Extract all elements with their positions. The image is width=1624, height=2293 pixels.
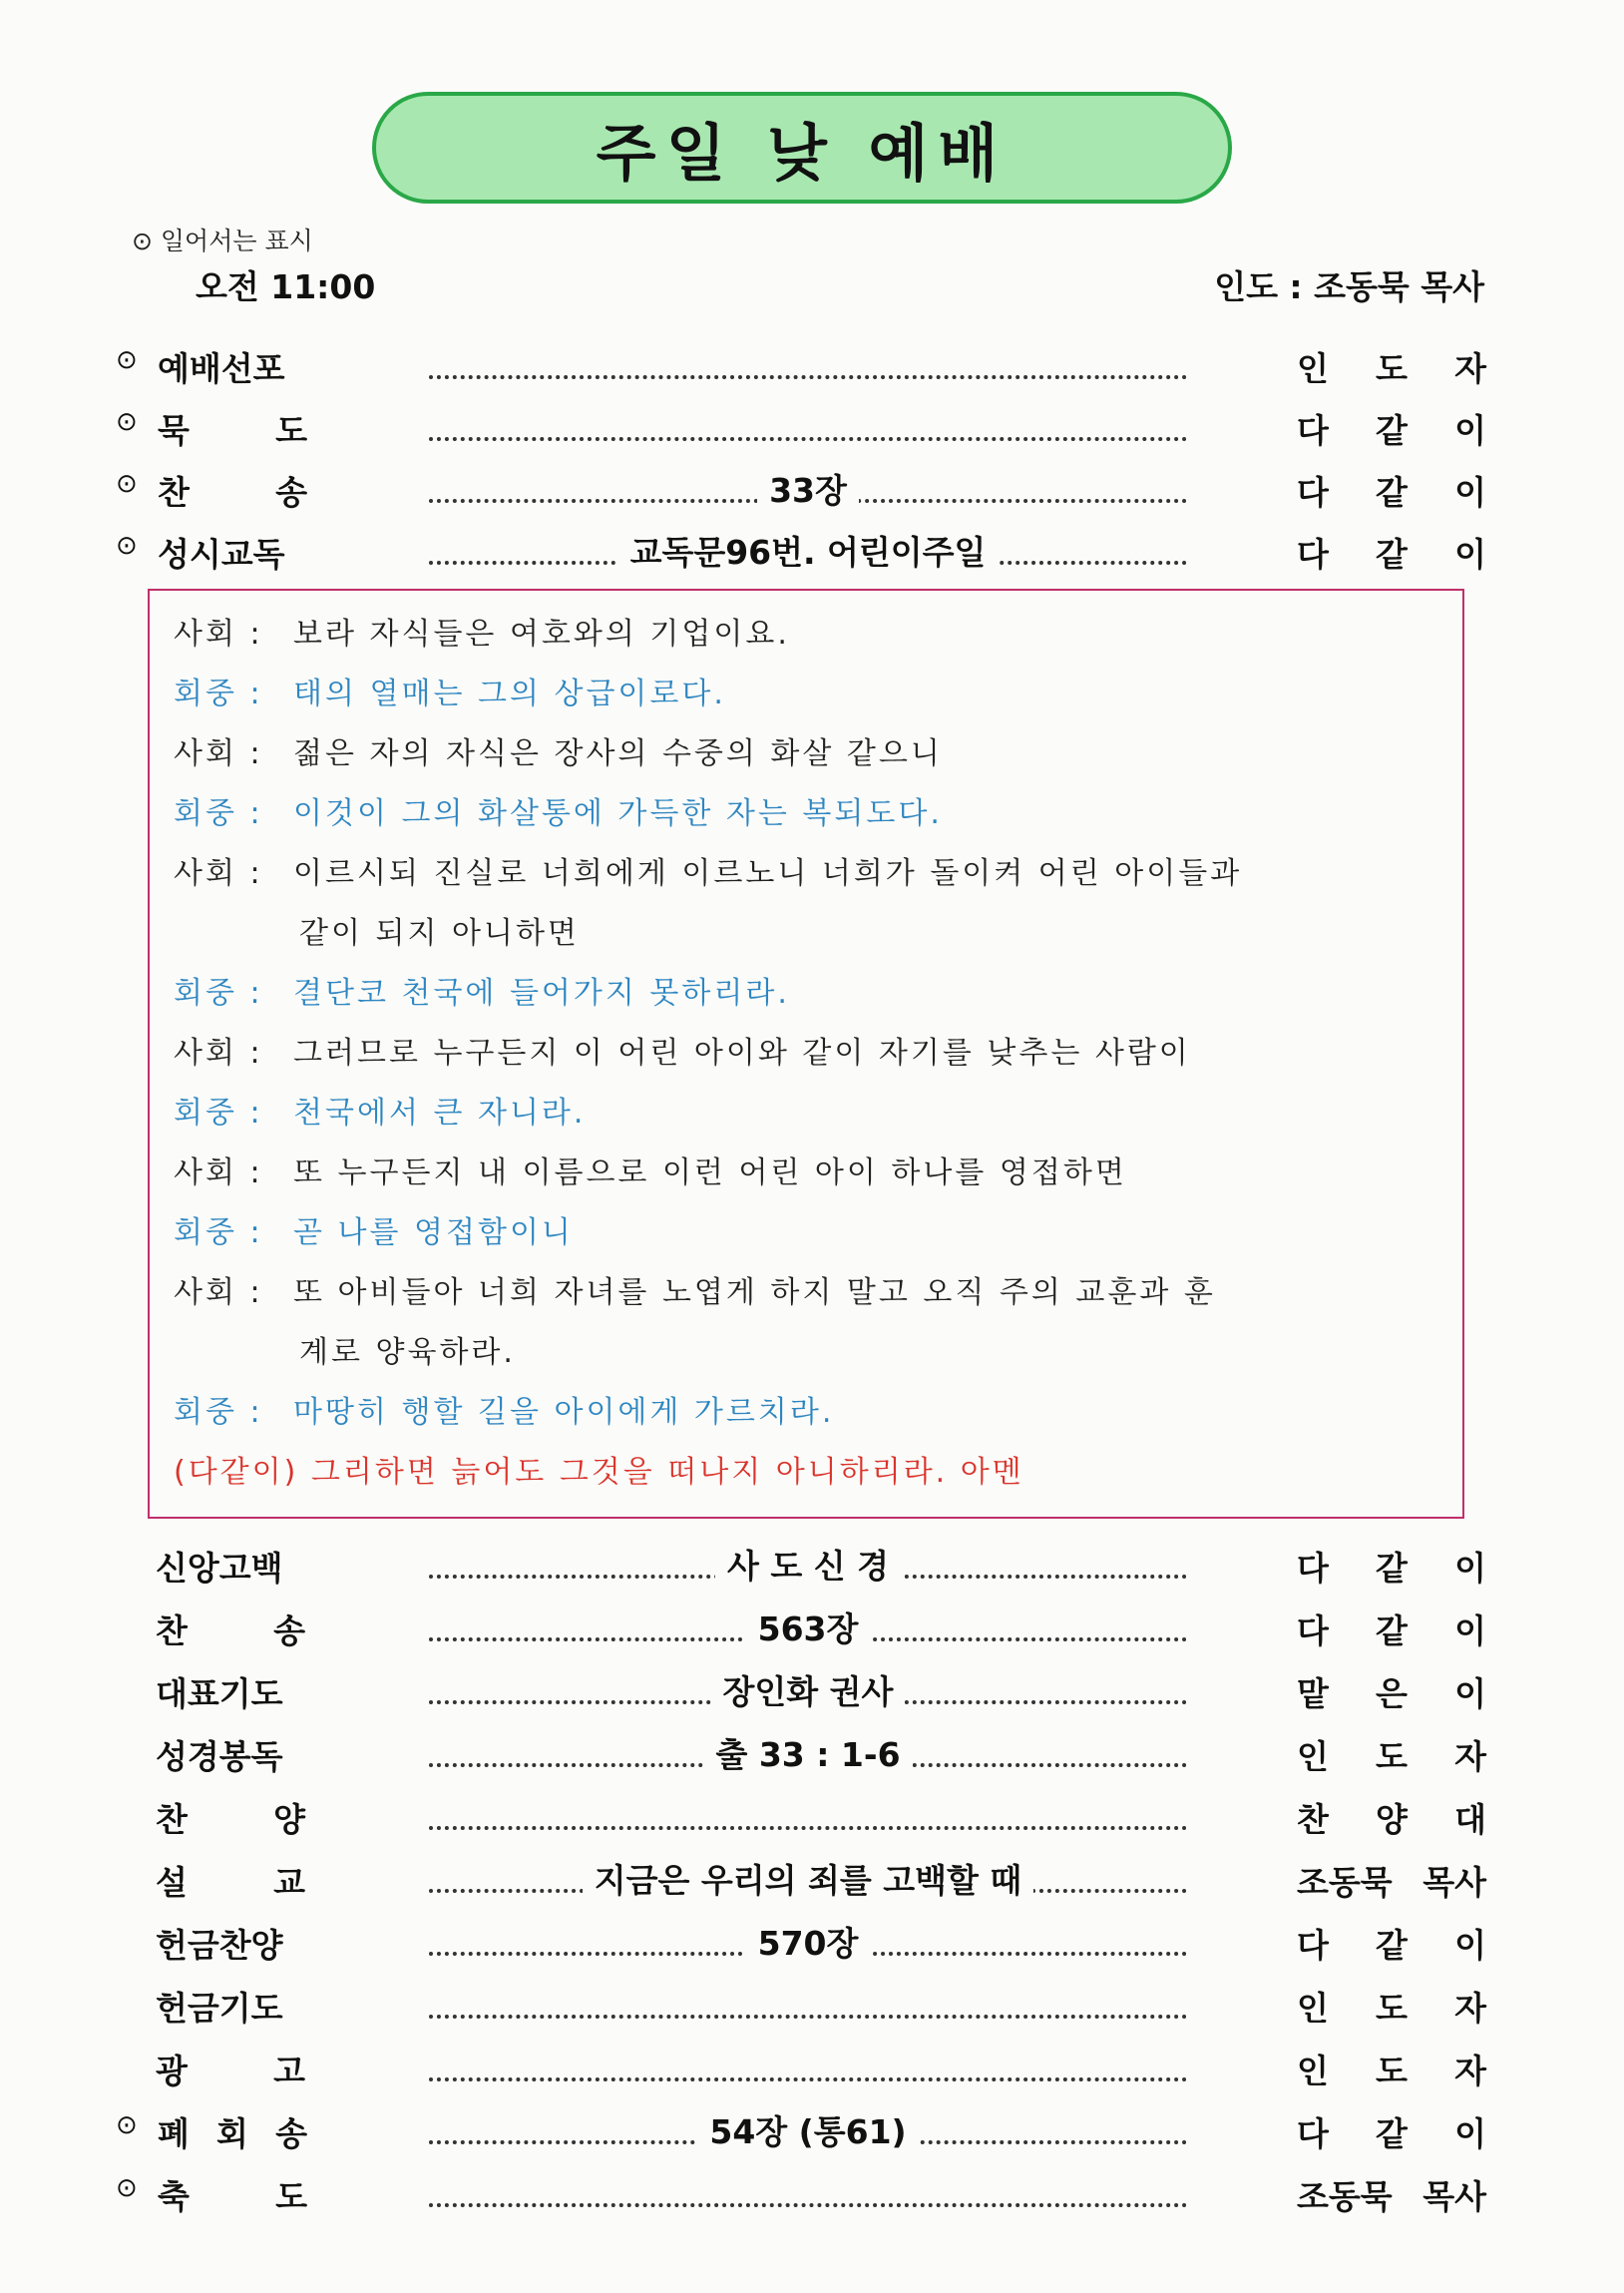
order-item-name-part: 양	[273, 1800, 305, 1839]
order-item-performer-part: 도	[1376, 1737, 1408, 1776]
reading-text: 곧 나를 영접함이니	[293, 1215, 574, 1250]
order-item-performer-part: 조동묵	[1297, 1863, 1393, 1902]
order-item-detail-text: 54장 (통61)	[697, 2112, 918, 2151]
reading-line	[174, 728, 943, 772]
order-item-detail	[429, 465, 1187, 512]
order-item-performer-part: 도	[1376, 2052, 1408, 2090]
order-item-performer-part: 이	[1454, 1926, 1486, 1965]
order-item-detail-text: 지금은 우리의 죄를 고백할 때	[583, 1861, 1034, 1900]
order-item-detail-text: 사 도 신 경	[715, 1547, 901, 1586]
reading-line	[174, 968, 790, 1012]
order-row	[0, 459, 1624, 515]
order-item-performer-part: 자	[1454, 349, 1486, 388]
reading-speaker: 회중 :	[174, 1215, 263, 1250]
order-row	[0, 397, 1624, 453]
order-item-performer-part: 자	[1454, 2052, 1486, 2090]
order-row	[0, 1723, 1624, 1779]
order-item-performer	[1297, 2046, 1486, 2092]
reading-text: 또 누구든지 내 이름으로 이런 어린 아이 하나를 영접하면	[293, 1155, 1127, 1190]
service-leader: 인도 : 조동묵 목사	[1214, 267, 1484, 306]
order-item-detail	[429, 1541, 1187, 1588]
order-item-detail-text: 출 33 : 1-6	[703, 1735, 912, 1774]
order-item-detail	[429, 527, 1187, 574]
reading-line	[174, 848, 1242, 892]
order-item-name	[156, 1731, 305, 1778]
order-item-performer-part: 같	[1376, 473, 1408, 512]
order-row	[0, 1912, 1624, 1968]
order-item-detail	[429, 1729, 1187, 1776]
order-item-performer	[1297, 1605, 1486, 1652]
order-item-performer-part: 은	[1376, 1674, 1408, 1713]
order-item-detail-text: 570장	[746, 1924, 871, 1963]
reading-speaker: 사회 :	[174, 617, 263, 652]
order-item-performer-part: 이	[1454, 1611, 1486, 1650]
order-item-performer-part: 양	[1376, 1800, 1408, 1839]
order-item-performer-part: 같	[1376, 1926, 1408, 1965]
service-time: 오전 11:00	[196, 267, 376, 306]
reading-line	[174, 1088, 586, 1132]
reading-speaker: 사회 :	[174, 1155, 263, 1190]
order-item-name	[156, 1983, 305, 2030]
order-item-performer	[1297, 467, 1486, 514]
order-item-detail	[429, 2106, 1187, 2153]
order-item-name	[156, 1920, 305, 1967]
order-item-performer	[1297, 343, 1486, 390]
reading-continuation: 같이 되지 아니하면	[299, 916, 580, 951]
order-item-performer-part: 같	[1376, 535, 1408, 574]
order-item-name	[158, 529, 307, 576]
order-item-name-part: 대표기도	[156, 1674, 283, 1713]
order-item-name	[156, 1794, 305, 1841]
order-item-performer-part: 이	[1454, 1549, 1486, 1588]
order-item-name-part: 헌금기도	[156, 1989, 283, 2028]
order-row	[0, 2100, 1624, 2156]
page-title: 주일 낮 예배	[596, 116, 1009, 190]
order-item-performer	[1297, 1983, 1486, 2030]
order-item-name-part: 고	[273, 2052, 305, 2090]
order-item-performer-part: 맡	[1297, 1674, 1329, 1713]
reading-speaker: 회중 :	[174, 1096, 263, 1131]
reading-line	[174, 1387, 834, 1431]
order-item-performer	[1297, 2171, 1486, 2218]
order-item-performer-part: 같	[1376, 1549, 1408, 1588]
standing-mark-icon: ⊙	[116, 2110, 138, 2140]
order-item-performer-part: 찬	[1297, 1800, 1329, 1839]
order-item-performer-part: 도	[1376, 1989, 1408, 2028]
order-item-performer-part: 도	[1376, 349, 1408, 388]
order-item-performer-part: 다	[1297, 1549, 1329, 1588]
dotted-leader	[429, 2167, 1187, 2207]
order-item-performer	[1297, 529, 1486, 576]
order-item-name	[156, 1543, 305, 1590]
order-item-performer-part: 다	[1297, 473, 1329, 512]
order-item-performer	[1297, 1543, 1486, 1590]
order-item-performer	[1297, 1857, 1486, 1904]
order-item-performer	[1297, 1920, 1486, 1967]
reading-text: 젊은 자의 자식은 장사의 수중의 화살 같으니	[293, 736, 943, 771]
order-item-performer-part: 다	[1297, 535, 1329, 574]
dotted-leader	[429, 2042, 1187, 2081]
standing-legend: ⊙ 일어서는 표시	[132, 227, 313, 255]
order-item-performer-part: 이	[1454, 473, 1486, 512]
order-item-detail-text: 장인화 권사	[711, 1672, 906, 1711]
order-row	[0, 2163, 1624, 2219]
order-item-detail-text: 563장	[746, 1609, 871, 1648]
order-item-performer-part: 대	[1454, 1800, 1486, 1839]
order-item-performer-part: 목사	[1422, 1863, 1486, 1902]
order-item-name-part: 광	[156, 2052, 188, 2090]
order-row	[0, 1786, 1624, 1842]
order-item-performer-part: 이	[1454, 2114, 1486, 2153]
order-item-performer	[1297, 2108, 1486, 2155]
order-item-detail	[429, 1918, 1187, 1965]
order-item-performer	[1297, 405, 1486, 452]
order-item-performer	[1297, 1794, 1486, 1841]
dotted-leader	[429, 1979, 1187, 2019]
order-row	[0, 2038, 1624, 2093]
reading-text: 태의 열매는 그의 상급이로다.	[293, 677, 726, 711]
reading-text: 보라 자식들은 여호와의 기업이요.	[293, 617, 790, 652]
order-item-name-part: 송	[275, 2114, 307, 2153]
order-item-performer-part: 인	[1297, 1989, 1329, 2028]
order-row	[0, 335, 1624, 391]
reading-text: 이르시되 진실로 너희에게 이르노니 너희가 돌이켜 어린 아이들과	[293, 856, 1243, 891]
order-item-performer-part: 인	[1297, 1737, 1329, 1776]
order-row	[0, 1849, 1624, 1905]
order-item-performer-part: 목사	[1422, 2177, 1486, 2216]
order-item-name-part: 송	[273, 1611, 305, 1650]
order-item-name-part: 교	[273, 1863, 305, 1902]
order-item-performer-part: 조동묵	[1297, 2177, 1393, 2216]
order-item-name-part: 성경봉독	[156, 1737, 283, 1776]
reading-text: 그러므로 누구든지 이 어린 아이와 같이 자기를 낮추는 사람이	[293, 1036, 1191, 1071]
order-item-name	[156, 1605, 305, 1652]
dotted-leader	[429, 339, 1187, 379]
reading-text: 천국에서 큰 자니라.	[293, 1096, 587, 1131]
order-item-name	[156, 1857, 305, 1904]
responsive-reading-box	[148, 589, 1464, 1519]
standing-mark-icon: ⊙	[116, 345, 138, 375]
order-item-name-part: 묵	[158, 411, 190, 450]
order-item-name	[158, 405, 307, 452]
order-item-performer-part: 같	[1376, 2114, 1408, 2153]
order-item-name-part: 성시교독	[158, 535, 285, 574]
order-item-performer-part: 다	[1297, 1611, 1329, 1650]
reading-line	[174, 609, 790, 653]
order-item-detail	[429, 1666, 1187, 1713]
order-item-name-part: 찬	[156, 1611, 188, 1650]
standing-mark-icon: ⊙	[116, 407, 138, 437]
title-banner	[372, 92, 1232, 204]
order-row	[0, 521, 1624, 577]
reading-speaker: 사회 :	[174, 1275, 263, 1310]
order-item-detail	[429, 1855, 1187, 1902]
order-item-name-part: 설	[156, 1863, 188, 1902]
order-item-performer-part: 이	[1454, 1674, 1486, 1713]
order-row	[0, 1535, 1624, 1591]
order-item-performer-part: 자	[1454, 1989, 1486, 2028]
reading-text: 또 아비들아 너희 자녀를 노엽게 하지 말고 오직 주의 교훈과 훈	[293, 1275, 1216, 1310]
order-item-name-part: 도	[275, 2177, 307, 2216]
order-item-name	[158, 343, 307, 390]
reading-speaker: 회중 :	[174, 976, 263, 1011]
reading-text: 이것이 그의 화살통에 가득한 자는 복되도다.	[293, 796, 943, 831]
reading-speaker: 회중 :	[174, 1395, 263, 1430]
order-item-name-part: 예배선포	[158, 349, 285, 388]
order-item-name-part: 신앙고백	[156, 1549, 283, 1588]
order-item-performer-part: 이	[1454, 411, 1486, 450]
order-item-name-part: 헌금찬양	[156, 1926, 283, 1965]
order-item-name	[158, 2171, 307, 2218]
reading-text: 마땅히 행할 길을 아이에게 가르치라.	[293, 1395, 835, 1430]
reading-speaker: 회중 :	[174, 677, 263, 711]
reading-line	[174, 1207, 574, 1251]
dotted-leader	[429, 1790, 1187, 1830]
order-item-name	[156, 1668, 305, 1715]
order-item-performer-part: 같	[1376, 411, 1408, 450]
order-item-performer-part: 이	[1454, 535, 1486, 574]
order-item-name-part: 송	[275, 473, 307, 512]
reading-speaker: 사회 :	[174, 736, 263, 771]
order-item-name-part: 도	[275, 411, 307, 450]
order-item-performer-part: 자	[1454, 1737, 1486, 1776]
order-row	[0, 1660, 1624, 1716]
order-item-performer-part: 인	[1297, 2052, 1329, 2090]
order-item-performer-part: 같	[1376, 1611, 1408, 1650]
reading-line	[174, 788, 943, 832]
order-row	[0, 1975, 1624, 2031]
order-row	[0, 1598, 1624, 1653]
order-item-detail-text: 33장	[757, 471, 859, 510]
standing-mark-icon: ⊙	[116, 531, 138, 561]
order-item-name-part: 회	[216, 2114, 248, 2153]
reading-speaker: 사회 :	[174, 1036, 263, 1071]
reading-line	[174, 1267, 1216, 1311]
order-item-name-part: 찬	[156, 1800, 188, 1839]
order-item-performer-part: 인	[1297, 349, 1329, 388]
order-item-performer-part: 다	[1297, 411, 1329, 450]
reading-speaker: 사회 :	[174, 856, 263, 891]
order-item-name	[158, 467, 307, 514]
reading-line	[174, 1147, 1127, 1191]
dotted-leader	[429, 401, 1187, 441]
standing-mark-icon: ⊙	[116, 2173, 138, 2203]
reading-text: 결단코 천국에 들어가지 못하리라.	[293, 976, 790, 1011]
order-item-name	[156, 2046, 305, 2092]
reading-line	[174, 1447, 1024, 1491]
order-item-detail	[429, 1604, 1187, 1650]
order-item-name-part: 폐	[158, 2114, 190, 2153]
order-item-performer-part: 다	[1297, 2114, 1329, 2153]
reading-continuation: 계로 양육하라.	[299, 1335, 516, 1370]
reading-speaker: 회중 :	[174, 796, 263, 831]
order-item-performer	[1297, 1668, 1486, 1715]
reading-line	[174, 669, 726, 712]
reading-text: (다같이) 그리하면 늙어도 그것을 떠나지 아니하리라. 아멘	[174, 1455, 1024, 1490]
order-item-performer-part: 다	[1297, 1926, 1329, 1965]
order-item-name	[158, 2108, 307, 2155]
order-item-performer	[1297, 1731, 1486, 1778]
reading-line	[174, 1028, 1191, 1072]
order-item-name-part: 찬	[158, 473, 190, 512]
standing-mark-icon: ⊙	[116, 469, 138, 499]
order-item-name-part: 축	[158, 2177, 190, 2216]
order-item-detail-text: 교독문96번. 어린이주일	[618, 533, 999, 572]
